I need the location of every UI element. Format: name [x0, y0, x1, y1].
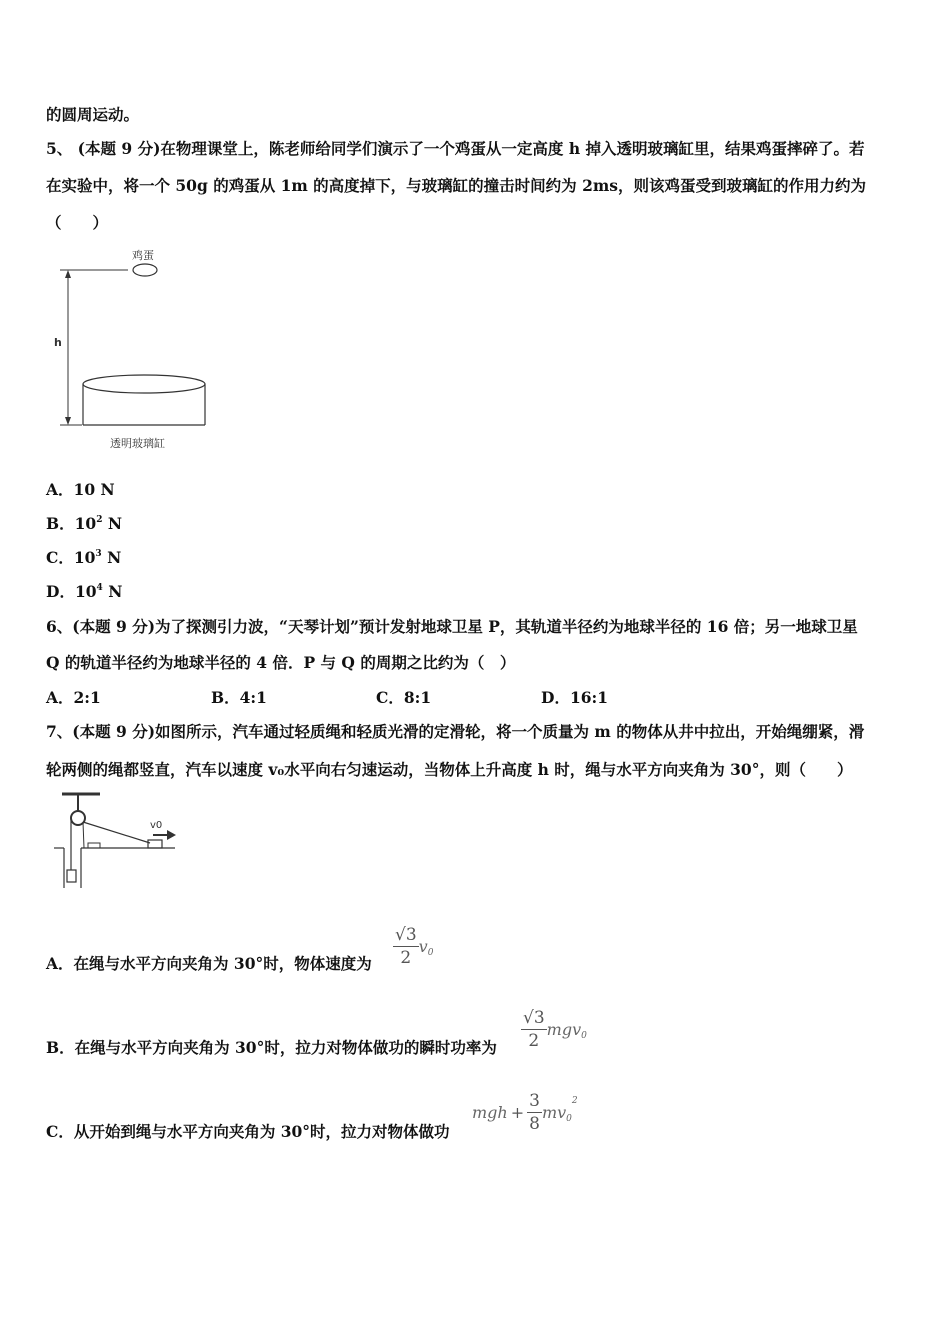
tank-top	[83, 375, 205, 393]
q5-line3: （ ）	[46, 213, 109, 232]
q7-line1: 7、(本题 9 分)如图所示，汽车通过轻质绳和轻质光滑的定滑轮，将一个质量为 m 的物体从井中拉出，开始绳绷紧，滑	[46, 722, 865, 741]
q5-line2: 在实验中，将一个 50g 的鸡蛋从 1m 的高度掉下，与玻璃缸的撞击时间约为 2ms，则该鸡蛋受到玻璃缸的作用力约为	[46, 176, 866, 195]
q5-option-d[interactable]: D．$10^4$ N	[46, 582, 123, 601]
q5-option-b[interactable]: B．$10^2$ N	[46, 514, 123, 533]
q7-option-a[interactable]: A．在绳与水平方向夹角为 30°时，物体速度为	[46, 954, 372, 973]
q7-line2: 轮两侧的绳都竖直，汽车以速度 v₀水平向右匀速运动，当物体上升高度 h 时，绳与水平方向夹角为 30°，则（ ）	[46, 760, 853, 779]
q6-option-c[interactable]: C．8:1	[376, 688, 432, 707]
height-label: h	[54, 336, 62, 349]
q5-line1: 5、 (本题 9 分)在物理课堂上，陈老师给同学们演示了一个鸡蛋从一定高度 h 掉入透明玻璃缸里，结果鸡蛋摔碎了。若	[46, 139, 865, 158]
q7-option-c[interactable]: C．从开始到绳与水平方向夹角为 30°时，拉力对物体做功	[46, 1122, 450, 1141]
intro-tail: 的圆周运动。	[46, 105, 140, 124]
q6-option-d[interactable]: D．16:1	[541, 688, 609, 707]
q6-line1: 6、(本题 9 分)为了探测引力波，“天琴计划”预计发射地球卫星 P，其轨道半径约为地球半径的 16 倍；另一地球卫星	[46, 617, 858, 636]
q7-figure-car-pulley	[50, 790, 185, 895]
q6-option-b[interactable]: B．4:1	[211, 688, 267, 707]
egg-label: 鸡蛋	[132, 249, 154, 262]
q5-figure-egg-tank	[50, 245, 220, 457]
tank-label: 透明玻璃缸	[110, 437, 165, 450]
q6-line2: Q 的轨道半径约为地球半径的 4 倍．P 与 Q 的周期之比约为（ ）	[46, 653, 516, 672]
q7-option-b-formula: $\frac{√3}{2}$ mgv$_0$	[523, 1008, 587, 1051]
car-shape	[148, 840, 162, 848]
q5-option-a[interactable]: A．10 N	[46, 480, 115, 499]
egg-shape	[133, 264, 157, 276]
q5-option-c[interactable]: C．$10^3$ N	[46, 548, 122, 567]
q7-option-a-formula: $\frac{√3}{2}$ $v_0$	[395, 925, 434, 968]
load-block	[67, 870, 76, 882]
q6-option-a[interactable]: A．2:1	[46, 688, 101, 707]
q7-option-b[interactable]: B．在绳与水平方向夹角为 30°时，拉力对物体做功的瞬时功率为	[46, 1038, 497, 1057]
velocity-label: v0	[150, 820, 163, 831]
q7-option-c-formula: mgh + $\frac{3}{8}$ $mv_0^2$	[472, 1091, 578, 1134]
